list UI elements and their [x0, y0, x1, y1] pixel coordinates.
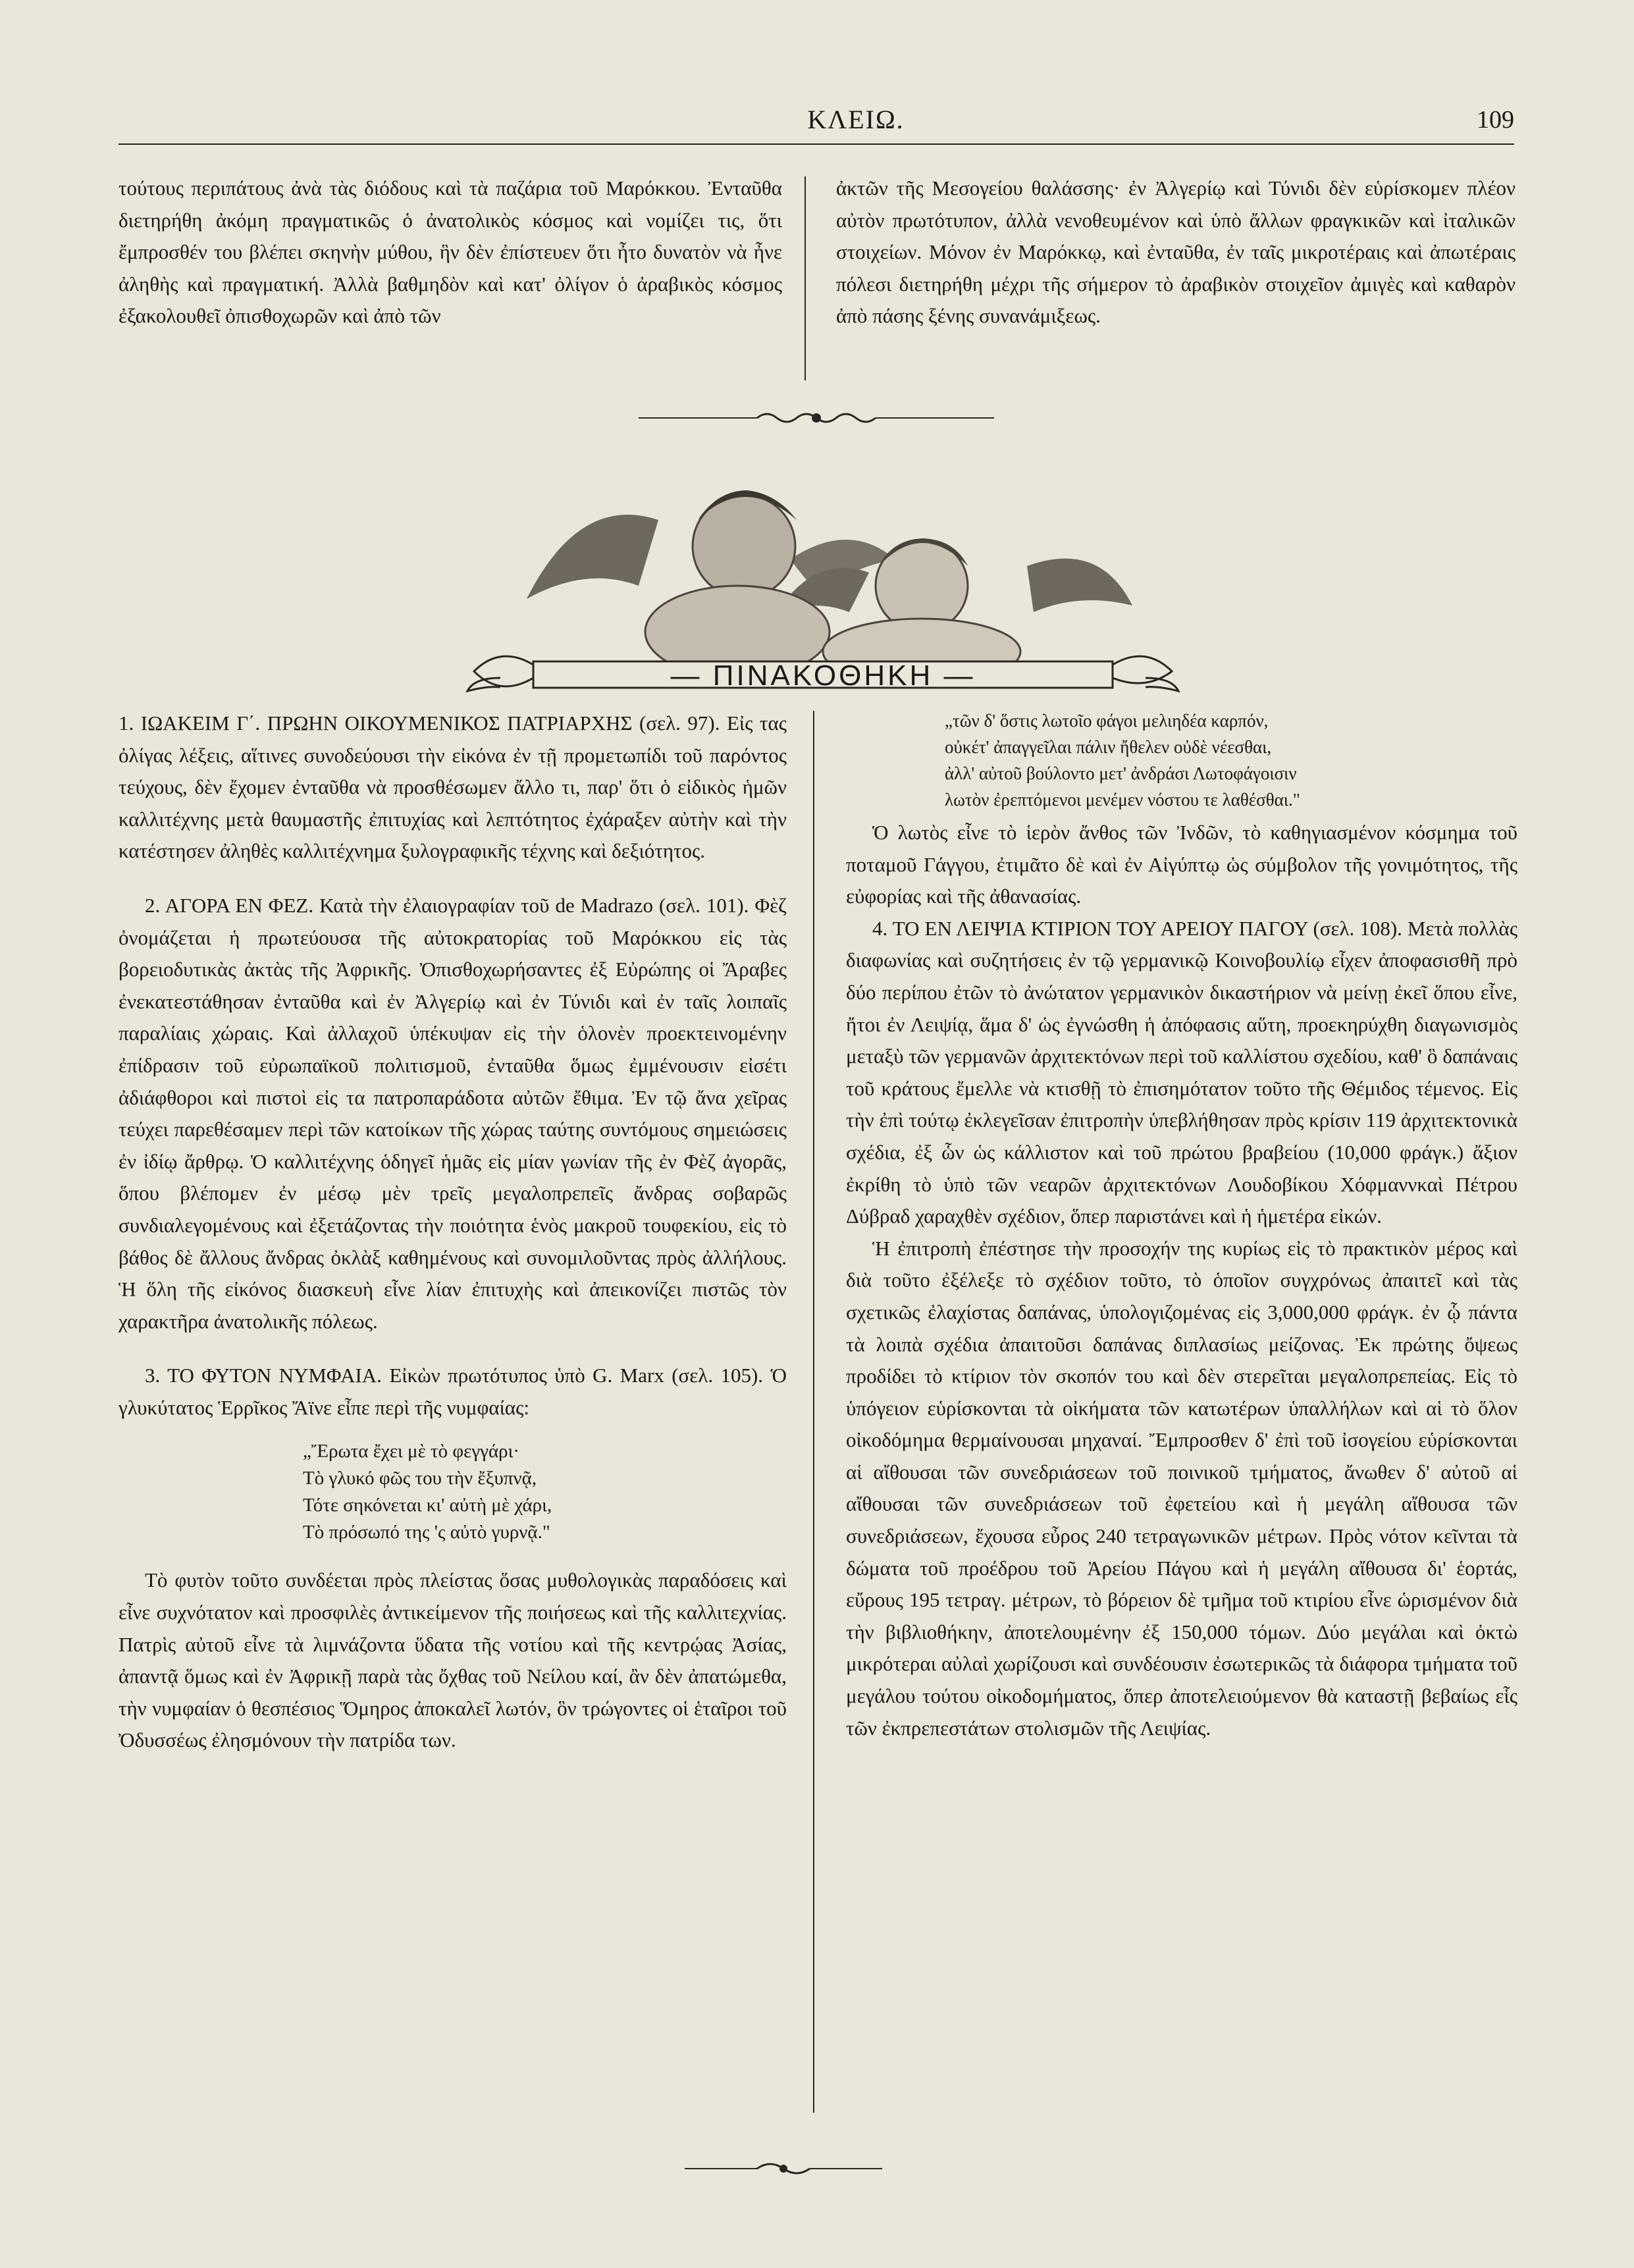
poem-line: Τὸ πρόσωπό της 'ς αὐτὸ γυρνᾷ." — [303, 1522, 550, 1543]
lotus-paragraph: Ὁ λωτὸς εἶνε τὸ ἱερὸν ἄνθος τῶν Ἰνδῶν, τὸ καθηγιασμένον κόσμημα τοῦ ποταμοῦ Γάγγου, ἐτιμᾶτο δὲ καὶ ἐν Αἰγύπτῳ ὡς σύμβολον τῆς γονιμότητος, τῆς εὐφορίας καὶ τῆς ἀθανασίας. — [846, 821, 1517, 908]
article-item-2: 2. ΑΓΟΡΑ ΕΝ ΦΕΖ. Κατὰ τὴν ἐλαιογραφίαν τοῦ de Madrazo (σελ. 101). Φὲζ ὀνομάζεται ἡ πρωτεύουσα τῆς αὐτοκρατορίας τοῦ Μαρόκκου εἰς τὰς βορειοδυτικὰς ἀκτὰς τῆς Ἀφρικῆς. Ὀπισθοχωρήσαντες ἐξ Εὐρώπης οἱ Ἄραβες ἐνεκατεστάθησαν ἐνταῦθα καὶ ἐν Ἀλγερίῳ καὶ ἐν Τύνιδι καὶ ἐν ταῖς λοιπαῖς παραλίαις χώραις. Καὶ ἀλλαχοῦ ὑπέκυψαν εἰς τὴν ὁλονὲν προεκτεινομένην ἐπίδρασιν τοῦ εὐρωπαϊκοῦ πολιτισμοῦ, ἐνταῦθα ὅμως ἐμμένουσιν εἰσέτι ἀδιάφθοροι καὶ πιστοὶ εἰς τα πατροπαράδοτα αὐτῶν ἔθιμα. Ἐν τῷ ἄνα χεῖρας τεύχει παρεθέσαμεν περὶ τῶν κατοίκων τῆς χώρας ταύτης συντόμους σημειώσεις ἐν ἰδίῳ ἄρθρῳ. Ὁ καλλιτέχνης ὁδηγεῖ ἡμᾶς εἰς μίαν γωνίαν τῆς ἐν Φὲζ ἀγορᾶς, ὅπου βλέπομεν ἐν μέσῳ μὲν τρεῖς μεγαλοπρεπεῖς ἄνδρας σοβαρῶς συνδιαλεγομένους καὶ ἐξετάζοντας τὴν ποιότητα ἑνὸς μακροῦ τουφεκίου, εἰς τὸ βάθος δὲ ἄλλους ἄνδρας ὀκλὰξ καθημένους καὶ συνομιλοῦντας πρὸς ἀλλήλους. Ἡ ὅλη τῆς εἰκόνος διασκευὴ εἶνε λίαν ἐπιτυχὴς καὶ ἀπεικονίζει πιστῶς τὸν χαρακτῆρα ἀνατολικῆς πόλεως. — [119, 893, 787, 1333]
article-item-3: 3. ΤΟ ΦΥΤΟΝ ΝΥΜΦΑΙΑ. Εἰκὼν πρωτότυπος ὑπὸ G. Marx (σελ. 105). Ὁ γλυκύτατος Ἑρρῖκος Ἄϊνε εἶπε περὶ τῆς νυμφαίας: — [119, 1364, 787, 1419]
article-item-1: 1. ΙΩΑΚΕΙΜ Γ΄. ΠΡΩΗΝ ΟΙΚΟΥΜΕΝΙΚΟΣ ΠΑΤΡΙΑΡΧΗΣ (σελ. 97). Εἰς τας ὀλίγας λέξεις, αἵτινες συνοδεύουσι τὴν εἰκόνα ἐν τῇ προμετωπίδι τοῦ παρόντος τεύχους, δὲν ἔχομεν ἐνταῦθα νὰ προσθέσωμεν ἄλλο τι, παρ' ὅτι ὁ εἰδικὸς ἡμῶν καλλιτέχνης μετὰ θαυμαστῆς ἐπιτυχίας καὶ λεπτότητος ἐχάραξεν αὐτὴν καὶ τὴν κατέστησεν ἀληθὲς καλλιτέχνημα ξυλογραφικῆς τέχνης καὶ δεξιότητος. — [119, 711, 787, 863]
top-left-column — [119, 172, 782, 332]
page-number: 109 — [1477, 106, 1514, 134]
article-item-4: 4. ΤΟ ΕΝ ΛΕΙΨΙΑ ΚΤΙΡΙΟΝ ΤΟΥ ΑΡΕΙΟΥ ΠΑΓΟΥ (σελ. 108). Μετὰ πολλὰς διαφωνίας καὶ συζητήσεις ἐν τῷ γερμανικῷ Κοινοβουλίῳ εἶχεν ἀποφασισθῆ πρὸ δύο περίπου ἐτῶν τὸ ἀνώτατον γερμανικὸν δικαστήριον νὰ μείνῃ ἐκεῖ ὅπου εἶνε, ἤτοι ἐν Λειψίᾳ, ἅμα δ' ὡς ἐγνώσθη ἡ ἀπόφασις αὕτη, προεκηρύχθη διαγωνισμὸς μεταξὺ τῶν γερμανῶν ἀρχιτεκτόνων περὶ τοῦ καλλίστου σχεδίου, καθ' ὃ δαπάναις τοῦ κράτους ἔμελλε νὰ κτισθῇ τὸ ἐπισημότατον τοῦτο τῆς Θέμιδος τέμενος. Εἰς τὴν ἐπὶ τούτῳ ἐκλεγεῖσαν ἐπιτροπὴν ὑπεβλήθησαν πρὸς κρίσιν 119 ἀρχιτεκτονικὰ σχέδια, ἐξ ὧν ὡς κάλλιστον καὶ τοῦ πρώτου βραβείου (10,000 φράγκ.) ἄξιον ἐκρίθη τὸ ὑπὸ τῶν νεαρῶν ἀρχιτεκτόνων Λουδοβίκου Χόφμαννκαὶ Πέτρου Δύβραδ χαραχθὲν σχέδιον, ὅπερ παριστάνει καὶ ἡ ἡμετέρα εἰκών. — [846, 916, 1517, 1228]
poem-line: „Ἔρωτα ἔχει μὲ τὸ φεγγάρι· — [303, 1441, 520, 1462]
top-right-paragraph: ἀκτῶν τῆς Μεσογείου θαλάσσης· ἐν Ἀλγερίῳ καὶ Τύνιδι δὲν εὑρίσκομεν πλέον αὐτὸν πρωτότυπον, ἀλλὰ νενοθευμένον καὶ ὑπὸ ἄλλων φραγκικῶν καὶ ἰταλικῶν στοιχείων. Μόνον ἐν Μαρόκκῳ, καὶ ἐνταῦθα, ἐν ταῖς μικροτέραις καὶ ἀπωτέραις πόλεσι διετηρήθη μέχρι τῆς σήμερον τὸ ἀραβικὸν στοιχεῖον ἀμιγὲς καὶ καθαρὸν ἀπὸ πάσης ξένης συνανάμιξεως. — [836, 176, 1515, 328]
section-banner-title: — ΠΙΝΑΚΟΘΗΚΗ — — [670, 659, 976, 692]
poem-line: Τότε σηκόνεται κι' αὐτὴ μὲ χάρι, — [303, 1495, 552, 1516]
quotation-line: οὐκέτ' ἀπαγγεῖλαι πάλιν ἤθελεν οὐδὲ νέεσθαι, — [945, 737, 1272, 757]
heine-poem — [303, 1438, 787, 1546]
article-item-4-continued: Ἡ ἐπιτροπὴ ἐπέστησε τὴν προσοχήν της κυρίως εἰς τὸ πρακτικὸν μέρος καὶ διὰ τοῦτο ἐξέλεξε τὸ σχέδιον τοῦτο, τὸ ὁποῖον συγχρόνως ἀπαιτεῖ καὶ τὰς σχετικῶς ἐλαχίστας δαπάνας, ὑπολογιζομένας εἰς 3,000,000 φράγκ. ἐν ᾧ πάντα τὰ λοιπὰ σχέδια ἀπαιτοῦσι δαπάνας διπλασίως μείζονας. Ἐκ πρώτης ὄψεως προδίδει τὸ κτίριον τὸν σκοπόν του καὶ δὲν στερεῖται μεγαλοπρεπείας. Εἰς τὸ ὑπόγειον εὑρίσκονται τὰ οἰκήματα τῶν κατωτέρων ὑπαλλήλων καὶ αἱ τὸ ὅλον οἰκοδόμημα θερμαίνουσαι μηχαναί. Ἔμπροσθεν δ' ἐπὶ τοῦ ἰσογείου εὑρίσκονται αἱ αἴθουσαι τῶν συνεδριάσεων τοῦ ποινικοῦ τμήματος, ἄνωθεν δ' αὐτοῦ αἱ αἴθουσαι τῶν συνεδριάσεων τοῦ ἐφετείου καὶ ἡ μεγάλη αἴθουσα τῶν συνεδριάσεων, ἔχουσα εὖρος 240 τετραγωνικῶν μέτρων. Πρὸς νότον κεῖνται τὰ δώματα τοῦ προέδρου τοῦ Ἀρείου Πάγου καὶ ἡ μεγάλη αἴθουσα δι' ἑορτάς, εὔρους 195 τετραγ. μέτρων, τὸ βόρειον δὲ τμῆμα τοῦ κτιρίου εἶνε ὡρισμένον διὰ τὴν βιβλιοθήκην, ἀποτελουμένην ἐξ 150,000 τόμων. Δύο μεγάλαι καὶ ὀκτὼ μικρότεραι αὐλαὶ χωρίζουσι καὶ συνδέουσιν ἐσωτερικῶς τὰ διάφορα τμήματα τοῦ μεγάλου τούτου οἰκοδομήματος, ὅπερ ἀποτελειούμενον θὰ καταστῇ βεβαίως εἷς τῶν ἐκπρεπεστάτων στολισμῶν τῆς Λειψίας. — [846, 1236, 1517, 1740]
page-header — [119, 99, 1514, 145]
column-divider — [804, 176, 806, 380]
ornamental-rule — [639, 408, 994, 428]
end-ornament — [685, 2159, 882, 2178]
quotation-line: ἀλλ' αὐτοῦ βούλοντο μετ' ἀνδράσι Λωτοφάγοισιν — [945, 763, 1297, 783]
main-left-column — [119, 708, 787, 1757]
homer-quotation — [945, 708, 1517, 813]
top-right-column — [836, 172, 1515, 332]
article-item-3-continued: Τὸ φυτὸν τοῦτο συνδέεται πρὸς πλείστας ὅσας μυθολογικὰς παραδόσεις καὶ εἶνε συχνότατον καὶ προσφιλὲς ἀντικείμενον τῆς ποιήσεως καὶ τῆς καλλιτεχνίας. Πατρὶς αὐτοῦ εἶνε τὰ λιμνάζοντα ὕδατα τῆς νοτίου καὶ τῆς κεντρῴας Ἀσίας, ἀπαντᾷ ὅμως καὶ ἐν Ἀφρικῇ παρὰ τὰς ὄχθας τοῦ Νείλου καί, ἂν δὲν ἀπατώμεθα, τὴν νυμφαίαν ὁ θεσπέσιος Ὅμηρος ἀποκαλεῖ λωτόν, ὃν τρώγοντες οἱ ἑταῖροι τοῦ Ὀδυσσέως ἐλησμόνουν τὴν πατρίδα των. — [119, 1568, 787, 1752]
quotation-line: „τῶν δ' ὅστις λωτοῖο φάγοι μελιηδέα καρπόν, — [945, 711, 1269, 731]
column-divider — [813, 711, 814, 2113]
header-rule — [119, 143, 1514, 145]
quotation-line: λωτὸν ἐρεπτόμενοι μενέμεν νόστου τε λαθέσθαι." — [945, 790, 1300, 810]
top-left-paragraph: τούτους περιπάτους ἀνὰ τὰς διόδους καὶ τὰ παζάρια τοῦ Μαρόκκου. Ἐνταῦθα διετηρήθη ἀκόμη πραγματικῶς ὁ ἀνατολικὸς κόσμος καὶ νομίζει τις, ὅτι ἔμπροσθέν του βλέπει σκηνὴν μύθου, ἣν δὲν ἐπίστευεν ὅτι ἦτο δυνατὸν νὰ ἦνε ἀληθὴς καὶ πραγματική. Ἀλλὰ βαθμηδὸν καὶ κατ' ὀλίγον ὁ ἀραβικὸς κόσμος ἐξακολουθεῖ ὀπισθοχωρῶν καὶ ἀπὸ τῶν — [119, 176, 782, 328]
running-title: ΚΛΕΙΩ. — [807, 105, 905, 134]
main-right-column — [846, 708, 1517, 1744]
poem-line: Τὸ γλυκό φῶς του τὴν ἔξυπνᾷ, — [303, 1468, 537, 1489]
